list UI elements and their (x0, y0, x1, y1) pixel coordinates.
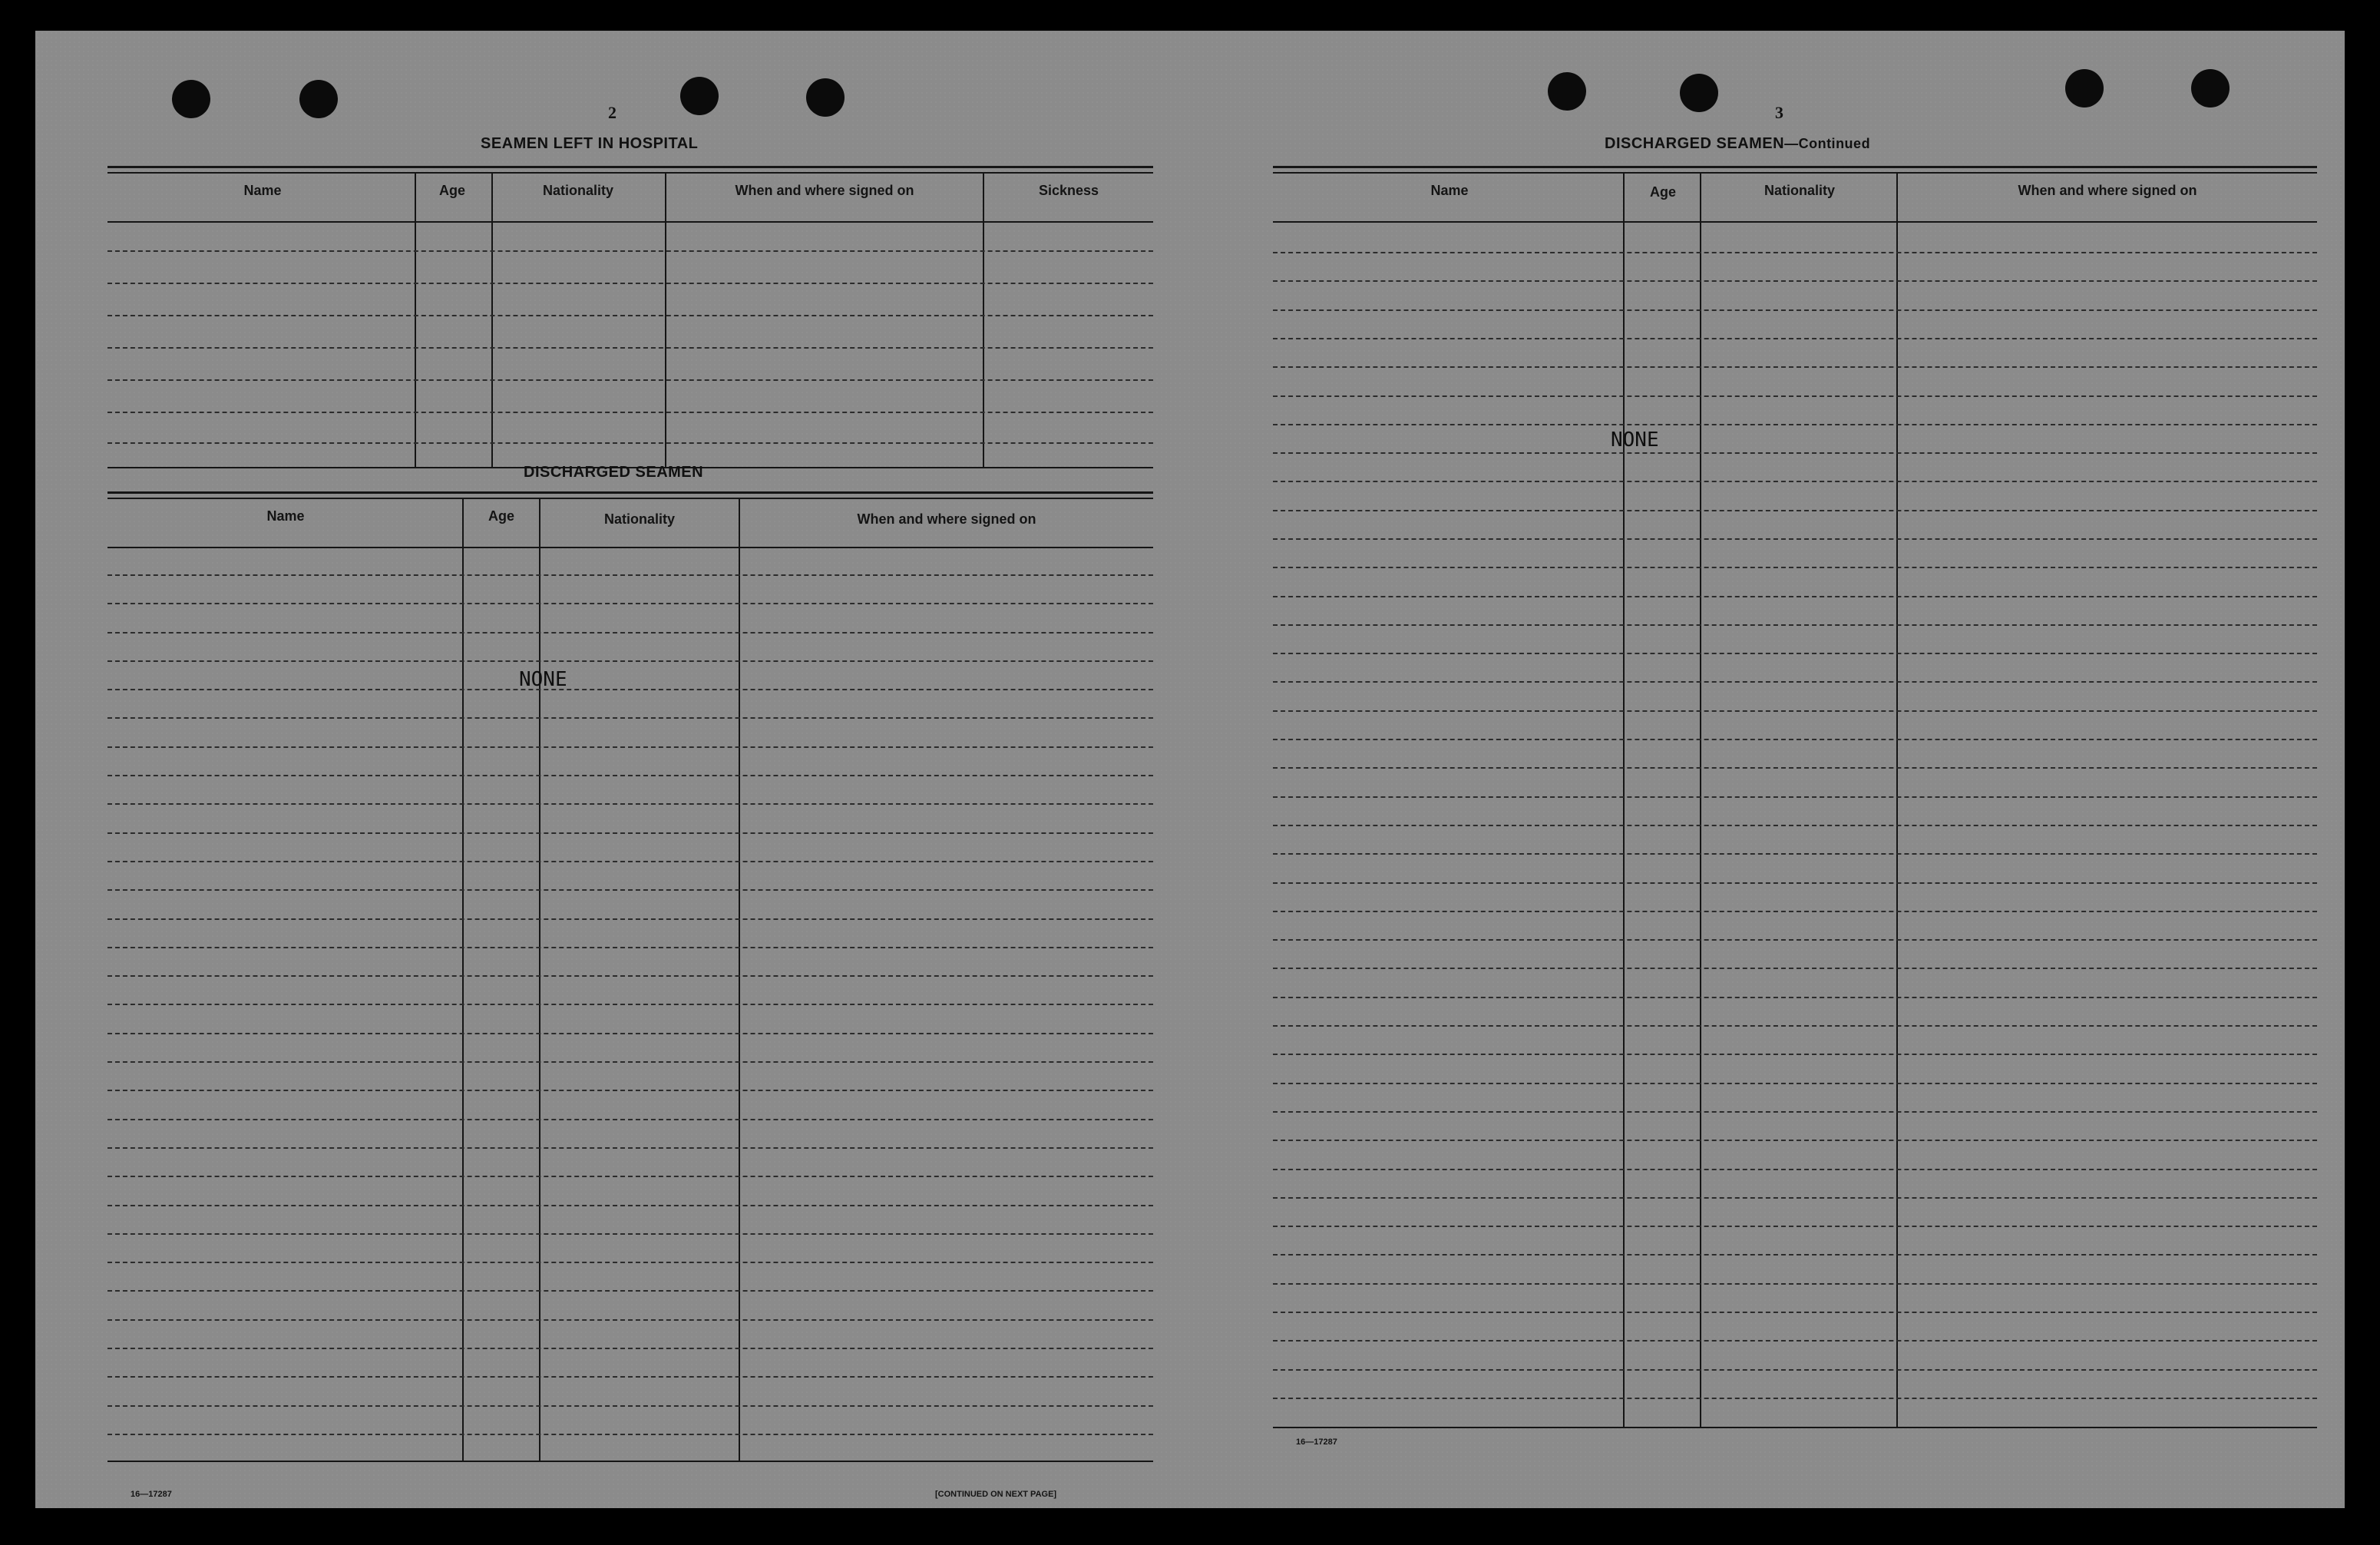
ruled-line (1273, 1197, 2317, 1199)
ruled-line (107, 1376, 1153, 1378)
column-header: Age (438, 183, 465, 198)
table-top-rule (107, 172, 1153, 174)
ruled-line (1273, 366, 2317, 368)
ruled-line (1273, 1111, 2317, 1113)
ruled-line (107, 315, 1153, 316)
punch-hole (299, 80, 338, 118)
ruled-line (107, 746, 1153, 748)
ruled-line (1273, 252, 2317, 253)
ruled-line (107, 1348, 1153, 1349)
table-top-rule (107, 498, 1153, 499)
ruled-line (107, 1061, 1153, 1063)
ruled-line (1273, 338, 2317, 339)
ruled-line (1273, 1283, 2317, 1285)
column-header: Nationality (603, 511, 675, 527)
header-rule (107, 221, 1153, 223)
column-header: Nationality (1764, 183, 1835, 198)
ruled-line (107, 574, 1153, 576)
table-top-rule (1273, 172, 2317, 174)
ruled-line (1273, 567, 2317, 568)
column-header: Name (1430, 183, 1469, 198)
column-header: Nationality (542, 183, 613, 198)
ruled-line (1273, 653, 2317, 654)
ruled-line (107, 632, 1153, 634)
ruled-line (1273, 538, 2317, 540)
table-bottom-rule (1273, 1427, 2317, 1428)
bleed-through-text (1279, 937, 2300, 1474)
column-header: When and where signed on (735, 183, 914, 198)
ruled-line (107, 1205, 1153, 1206)
ruled-line (107, 1004, 1153, 1005)
punch-hole (2065, 69, 2104, 108)
ruled-line (1273, 1340, 2317, 1342)
ruled-line (1273, 968, 2317, 969)
ruled-line (107, 717, 1153, 719)
ruled-line (1273, 1312, 2317, 1313)
ruled-line (1273, 624, 2317, 626)
continued-note: [CONTINUED ON NEXT PAGE] (935, 1490, 1057, 1499)
ruled-line (1273, 767, 2317, 769)
ruled-line (107, 975, 1153, 977)
table-top-rule (1273, 166, 2317, 168)
punch-hole (680, 77, 719, 115)
ruled-line (1273, 853, 2317, 855)
ruled-line (1273, 681, 2317, 683)
ruled-line (1273, 1254, 2317, 1256)
section-title-discharged-continued (1605, 135, 1870, 153)
ruled-line (1273, 395, 2317, 397)
title-suffix: —Continued (1784, 136, 1871, 151)
column-header: When and where signed on (857, 511, 1036, 527)
ruled-line (1273, 452, 2317, 454)
column-divider (665, 172, 666, 467)
ruled-line (1273, 481, 2317, 482)
ruled-line (107, 250, 1153, 252)
ruled-line (107, 803, 1153, 805)
ruled-line (1273, 510, 2317, 511)
ruled-line (107, 947, 1153, 948)
ruled-line (107, 1262, 1153, 1263)
ruled-line (107, 889, 1153, 891)
ruled-line (107, 603, 1153, 604)
ruled-line (1273, 1398, 2317, 1399)
ruled-line (1273, 280, 2317, 282)
table-top-rule (107, 491, 1153, 494)
column-header: Sickness (1038, 183, 1099, 198)
ruled-line (1273, 882, 2317, 884)
ruled-line (107, 1176, 1153, 1177)
header-rule (107, 547, 1153, 548)
column-header: Name (266, 508, 305, 524)
column-divider (462, 498, 464, 1461)
table-top-rule (107, 166, 1153, 168)
ruled-line (1273, 796, 2317, 798)
ruled-line (107, 1290, 1153, 1292)
none-entry: NONE (519, 668, 567, 691)
ruled-line (1273, 1226, 2317, 1227)
header-rule (1273, 221, 2317, 223)
title-main: DISCHARGED SEAMEN (1605, 135, 1785, 152)
ruled-line (107, 379, 1153, 381)
ruled-line (107, 1434, 1153, 1435)
ruled-line (107, 442, 1153, 444)
ruled-line (107, 1233, 1153, 1235)
ruled-line (1273, 424, 2317, 425)
ruled-line (107, 412, 1153, 413)
column-divider (491, 172, 493, 467)
column-divider (983, 172, 984, 467)
column-header: Age (488, 508, 514, 524)
ruled-line (107, 1147, 1153, 1149)
ruled-line (1273, 739, 2317, 740)
ruled-line (1273, 1025, 2317, 1027)
form-number: 16—17287 (131, 1490, 172, 1499)
ruled-line (1273, 1369, 2317, 1371)
punch-hole (806, 78, 845, 117)
punch-hole (1548, 72, 1586, 111)
section-title-discharged: DISCHARGED SEAMEN (524, 464, 704, 481)
ruled-line (1273, 309, 2317, 311)
ruled-line (107, 918, 1153, 920)
punch-hole (1680, 74, 1718, 112)
ruled-line (1273, 710, 2317, 712)
ruled-line (107, 283, 1153, 284)
ruled-line (1273, 1054, 2317, 1055)
ruled-line (1273, 997, 2317, 998)
column-divider (1700, 172, 1701, 1427)
ruled-line (107, 1119, 1153, 1120)
ruled-line (1273, 825, 2317, 826)
ruled-line (107, 832, 1153, 834)
ruled-line (1273, 596, 2317, 597)
column-header: When and where signed on (2018, 183, 2197, 198)
column-divider (1623, 172, 1625, 1427)
ruled-line (1273, 1169, 2317, 1170)
ruled-line (1273, 1083, 2317, 1084)
ruled-line (107, 347, 1153, 349)
punch-hole (2191, 69, 2230, 108)
ruled-line (107, 660, 1153, 662)
ruled-line (1273, 911, 2317, 912)
section-title-hospital: SEAMEN LEFT IN HOSPITAL (481, 135, 699, 152)
ruled-line (1273, 939, 2317, 941)
ruled-line (107, 1405, 1153, 1407)
ruled-line (107, 861, 1153, 862)
column-header: Age (1649, 184, 1676, 200)
column-divider (539, 498, 540, 1461)
page-number: 2 (608, 103, 616, 122)
column-divider (415, 172, 416, 467)
table-bottom-rule (107, 1461, 1153, 1462)
ruled-line (107, 1319, 1153, 1321)
ruled-line (107, 775, 1153, 776)
document-sheet (35, 31, 2345, 1508)
column-divider (1896, 172, 1898, 1427)
ruled-line (107, 689, 1153, 690)
ruled-line (107, 1033, 1153, 1034)
page-number: 3 (1775, 103, 1783, 122)
form-number: 16—17287 (1296, 1437, 1337, 1447)
none-entry: NONE (1611, 428, 1659, 452)
punch-hole (172, 80, 210, 118)
column-header: Name (243, 183, 282, 198)
ruled-line (1273, 1140, 2317, 1141)
ruled-line (107, 1090, 1153, 1091)
column-divider (739, 498, 740, 1461)
